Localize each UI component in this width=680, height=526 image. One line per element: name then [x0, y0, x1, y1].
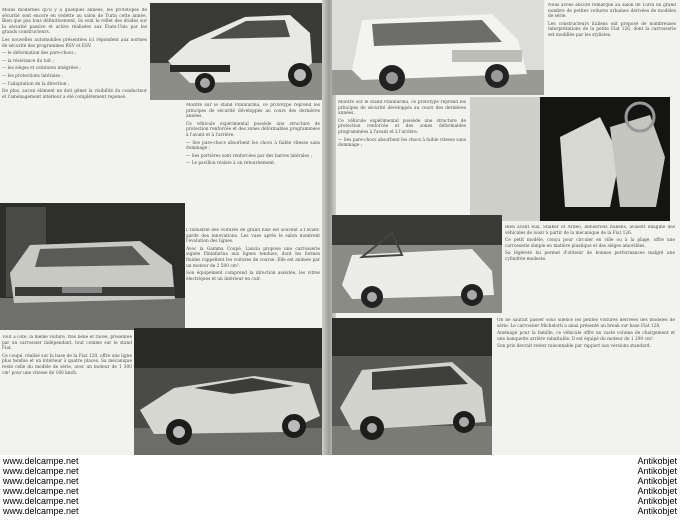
- paragraph: Montré sur le stand Pininfarina, ce prototype reprend les principes de sécurité développés au cours des dernières années.: [338, 100, 466, 117]
- text-column-left-middle: [186, 103, 320, 228]
- photo-luxury-sedan: [0, 203, 185, 330]
- watermark-line: Antikobjet: [637, 456, 677, 466]
- photo-beach-buggy: [332, 215, 502, 313]
- photo-white-coupe: [150, 3, 322, 100]
- photo-small-car: [332, 0, 544, 95]
- paragraph: Sa légèreté lui permet d'obtenir de bonnes performances malgré une cylindrée modeste.: [505, 251, 675, 262]
- watermark-line: www.delcampe.net: [3, 476, 79, 486]
- paragraph: — Ses pare-chocs absorbent les chocs à faible vitesse sans dommage ;: [186, 140, 320, 152]
- paragraph: L'industrie des voitures de grand luxe est souvent à l'avant-garde des innovations. Les vues après le salon montrent l'évolution des lignes.: [186, 228, 320, 245]
- watermark-line: Antikobjet: [637, 466, 677, 476]
- paragraph: Les constructeurs italiens ont proposé de nombreuses interprétations de la petite Fiat 126, dont la carrosserie est modifiée par les stylistes.: [548, 21, 676, 38]
- watermark-line: www.delcampe.net: [3, 456, 79, 466]
- paragraph: Avec la Gamma Coupé, Lancia propose une carrosserie signée Pininfarina aux lignes tendues, dont les formes fluides rappellent les voitures de course. Elle est animée par un moteur de 2 500 cm³.: [186, 246, 320, 269]
- watermark-line: www.delcampe.net: [3, 496, 79, 506]
- text-column-right-middle: [338, 100, 466, 212]
- paragraph: — le déformation des pare-chocs ;: [2, 51, 77, 57]
- watermark-line: Antikobjet: [637, 476, 677, 486]
- paragraph: — l'adaptation de la direction ;: [2, 81, 70, 87]
- paragraph: — la résistance du toit ;: [2, 58, 54, 64]
- watermark-line: www.delcampe.net: [3, 506, 79, 516]
- paragraph: De plus, aucun élément ne doit gêner la visibilité du conducteur et l'aménagement intérieur a été complètement repensé.: [2, 89, 147, 100]
- paragraph: — Le pavillon résiste à un retournement.: [186, 161, 276, 167]
- text-column-right-top: [548, 3, 676, 95]
- paragraph: Ce petit modèle, conçu pour circuler en ville ou à la plage, offre une carrosserie simple en matière plastique et des sièges amovibles.: [505, 238, 675, 249]
- paragraph: Nous avons encore remarqué au salon de Turin un grand nombre de petites voitures urbaines dérivées de modèles de série.: [548, 3, 676, 20]
- paragraph: Montré sur le stand Pininfarina, ce prototype reprend les principes de sécurité développés au cours des dernières années.: [186, 103, 320, 120]
- watermark-left: [3, 456, 79, 516]
- paragraph: Bien avant eux, Stalker et Ardeo, industriels italiens, avaient imaginé des véhicules de loisir à partir de la mécanique de la Fiat 126.: [505, 225, 675, 236]
- paragraph: On ne saurait passer sous silence les petites voitures dérivées des modèles de série. Le carrossier Michelotti a ainsi présenté un break sur base Fiat 128.: [497, 318, 675, 329]
- paragraph: Aménagé pour la famille, ce véhicule offre un vaste volume de chargement et une banquette arrière rabattable. Il est équipé du moteur de 1 290 cm³.: [497, 331, 675, 342]
- paragraph: Ce véhicule expérimental possède une structure de protection renforcée et des zones déformables programmées à l'avant et à l'arrière.: [338, 118, 466, 135]
- text-column-left-lower-mid: [186, 228, 320, 334]
- paragraph: Ce véhicule expérimental possède une structure de protection renforcée et des zones déformables programmées à l'avant et à l'arrière.: [186, 121, 320, 138]
- watermark-right: [637, 456, 677, 516]
- watermark-line: Antikobjet: [637, 486, 677, 496]
- paragraph: Son prix devrait rester raisonnable par rapport aux versions standard.: [497, 344, 651, 350]
- photo-station-wagon: [332, 318, 492, 455]
- paragraph: — Ses portières sont renforcées par des barres latérales ;: [186, 153, 313, 159]
- watermark-line: www.delcampe.net: [3, 486, 79, 496]
- paragraph: — Ses pare-chocs absorbent les chocs à faible vitesse sans dommage ;: [338, 137, 466, 149]
- paragraph: Tout à côté, la même voiture, très belle et racée, présentée par un carrossier indépendant, tout comme sur le stand Fiat.: [2, 335, 132, 352]
- watermark-line: Antikobjet: [637, 496, 677, 506]
- photo-interior-seats: [470, 97, 670, 221]
- photo-sport-coupe: [134, 328, 324, 455]
- text-column-right-center: [505, 225, 675, 315]
- paragraph: — les sièges et ceintures intégrées ;: [2, 66, 81, 72]
- paragraph: Moins modernes qu'il y a quelques années, les prototopes de sécurité sont encore en vedette au salon de Turin cette année. Bien que pas tous définitivement, ils sont le reflet des études sur la sécurité passive et active réalisées aux États-Unis par les grands constructeurs.: [2, 8, 147, 36]
- paragraph: — les protections latérales ;: [2, 73, 64, 79]
- watermark-line: Antikobjet: [637, 506, 677, 516]
- watermark-line: www.delcampe.net: [3, 466, 79, 476]
- text-column-left-bottom: [2, 335, 132, 455]
- paragraph: Les nouvelles automobiles présentées ici répondent aux normes de sécurité des programmes RSV et ESV.: [2, 37, 147, 49]
- text-column-right-bottom: [497, 318, 675, 455]
- paragraph: Son équipement comprend la direction assistée, les vitres électriques et un intérieur en cuir.: [186, 271, 320, 282]
- paragraph: Ce coupé, réalisé sur la base de la Fiat 128, offre une ligne plus tendue et un intérieur à quatre places. Sa mécanique reste celle du modèle de série, avec un moteur de 1 300 cm³ pour une vitesse de 160 km/h.: [2, 353, 132, 376]
- text-column-left-top: [2, 8, 147, 200]
